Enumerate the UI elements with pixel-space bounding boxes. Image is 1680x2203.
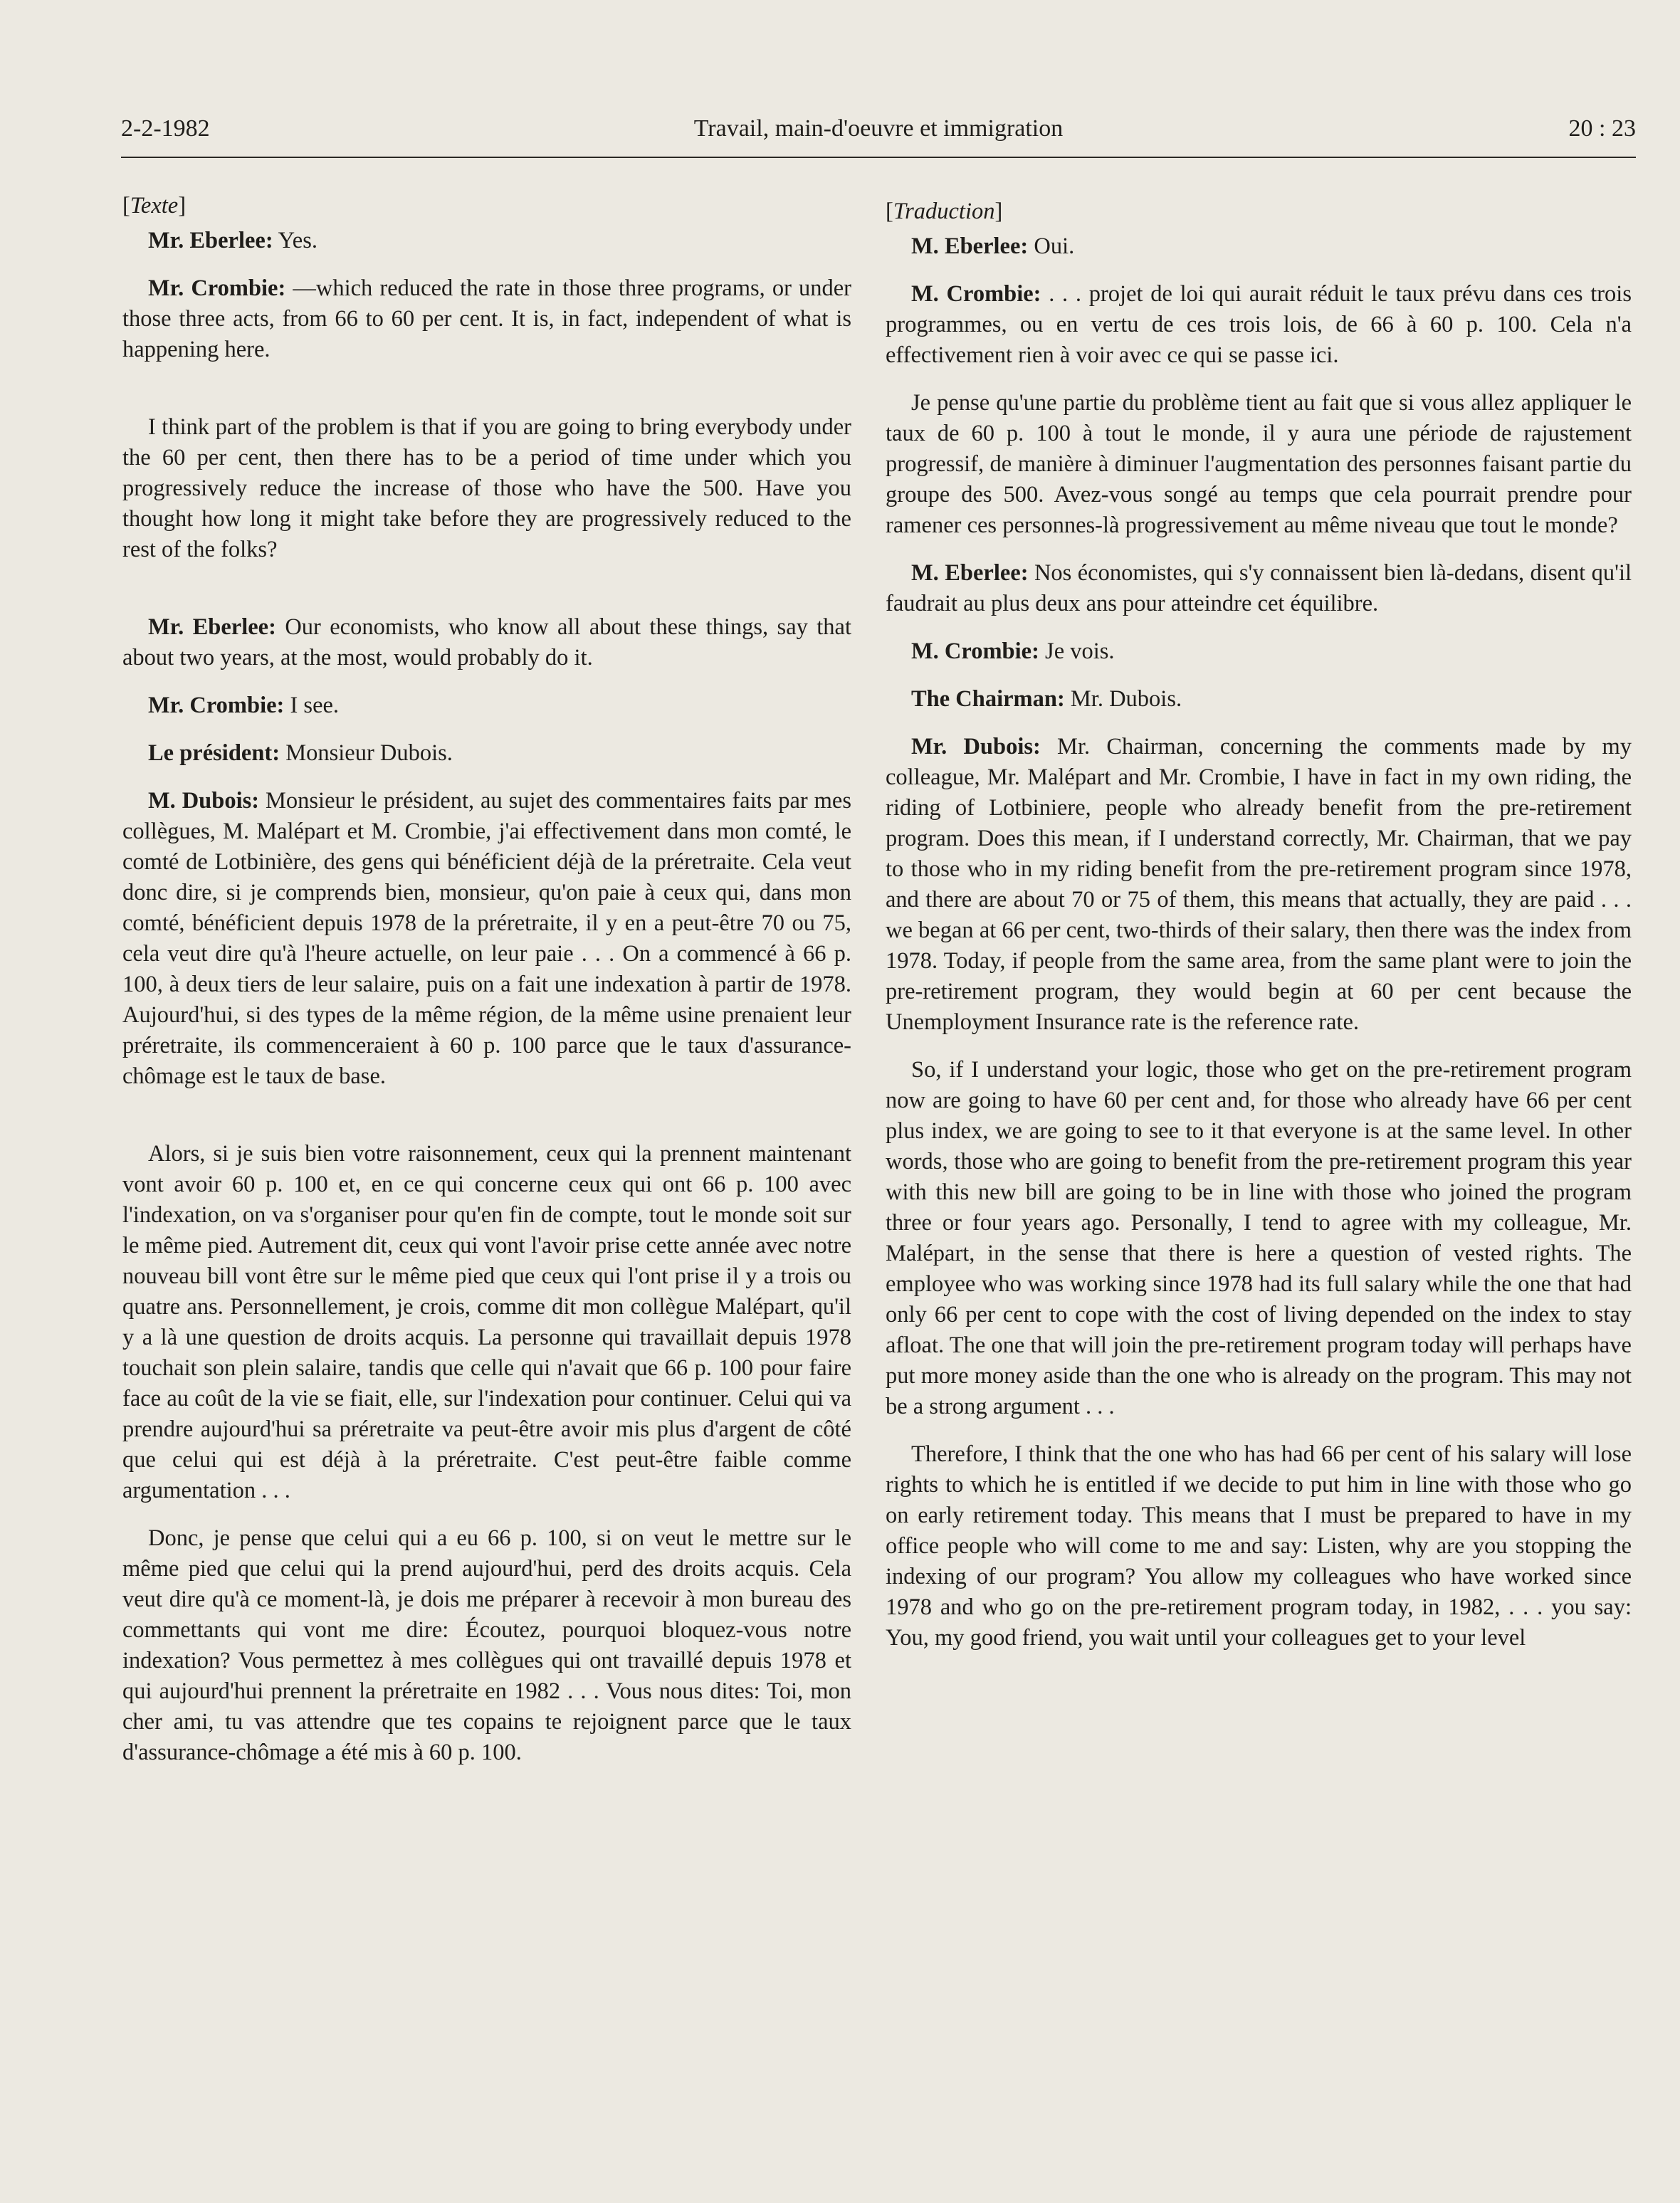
speaker-name: M. Eberlee: [911,233,1029,259]
paragraph-text: Donc, je pense que celui qui a eu 66 p. 100, si on veut le mettre sur le même pied que celui qui la prend aujourd'hui, perd des droits acquis. Cela veut dire qu'à ce moment-là, je dois me préparer à recevoir à mon bureau des commettants qui vont me dire: Écoutez, pourquoi bloquez-vous notre indexation? Vous permettez à mes collègues qui ont travaillé depuis 1978 et qui aujourd'hui prennent la préretraite en 1982 . . . Vous nous dites: Toi, mon cher ami, tu vas attendre que tes copains te rejoignent parce que le taux d'assurance-chômage a été mis à 60 p. 100. [122,1525,851,1765]
speaker-name: M. Crombie: [911,638,1039,664]
paragraph-text: Je pense qu'une partie du problème tient au fait que si vous allez appliquer le taux de 60 p. 100 à tout le monde, il y aura une période de rajustement progressif, de manière à diminuer l'augmentation des personnes faisant partie du groupe des 500. Avez-vous songé au temps que cela pourrait prendre pour ramener ces personnes-là progressivement au même niveau que tout le monde? [886,390,1632,538]
paragraph-text: Mr. Chairman, concerning the comments made by my colleague, Mr. Malépart and Mr. Crombie, I have in fact in my own riding, the riding of Lotbiniere, people who already benefit from the pre-retirement program. Does this mean, if I understand correctly, Mr. Chairman, that we pay to those who in my riding benefit from the pre-retirement program since 1978, and there are about 70 or 75 of them, this means that actually, they are paid . . . we began at 66 per cent, two-thirds of their salary, then there was the index from 1978. Today, if people from the same area, from the same plant were to join the pre-retirement program, they would begin at 60 per cent because the Unemployment Insurance rate is the reference rate. [886,734,1632,1035]
paragraph-text: Therefore, I think that the one who has had 66 per cent of his salary will lose rights to which he is entitled if we decide to put him in line with those who go on early retirement today. This means that I must be prepared to have in my office people who will come to me and say: Listen, why are you stopping the indexing of our program? You allow my colleagues who have worked since 1978 and who go on the pre-retirement program today, in 1982, . . . you say: You, my good friend, you wait until your colleagues get to your level [886,1441,1632,1651]
section-label: [Texte] [122,193,187,219]
paragraph [122,273,851,365]
speaker-name: Mr. Crombie: [148,275,286,301]
header-date: 2-2-1982 [121,115,210,142]
paragraph [122,738,851,769]
paragraph [122,1523,851,1768]
paragraph-text: So, if I understand your logic, those who get on the pre-retirement program now are going to have 60 per cent and, for those who already have 66 per cent plus index, we are going to see to it that everyone is at the same level. In other words, those who are going to benefit from the pre-retirement program this year with this new bill are going to be in line with those who joined the program three or four years ago. Personally, I tend to agree with my colleague, Mr. Malépart, in the sense that there is here a question of vested rights. The employee who was working since 1978 had its full salary while the one that had only 66 per cent to cope with the cost of living depended on the index to stay afloat. The one that will join the pre-retirement program today will perhaps have put more money aside than the one who is already on the program. This may not be a strong argument . . . [886,1057,1632,1419]
paragraph-text: Our economists, who know all about these things, say that about two years, at the most, would probably do it. [122,614,851,671]
paragraph-text: Monsieur Dubois. [280,740,453,766]
page-number: 20 : 23 [1568,115,1636,142]
paragraph-text: Je vois. [1039,638,1115,664]
speaker-name: Mr. Dubois: [911,734,1041,759]
paragraph-text: . . . projet de loi qui aurait réduit le taux prévu dans ces trois programmes, ou en vertu de ces trois lois, de 66 à 60 p. 100. Cela n'a effectivement rien à voir avec ce qui se passe ici. [886,281,1632,368]
section-label-text: Traduction [893,199,995,224]
speaker-name: Le président: [148,740,280,766]
paragraph [122,412,851,565]
paragraph [886,231,1632,262]
paragraph [886,1439,1632,1653]
speaker-name: M. Eberlee: [911,560,1029,586]
speaker-name: The Chairman: [911,686,1065,712]
paragraph [122,612,851,673]
section-label: [Traduction] [886,199,1003,224]
paragraph [886,558,1632,619]
paragraph [886,684,1632,715]
paragraph [122,690,851,721]
paragraph-text: Alors, si je suis bien votre raisonnement, ceux qui la prennent maintenant vont avoir 60 p. 100 et, en ce qui concerne ceux qui ont 66 p. 100 avec l'indexation, on va s'organiser pour qu'en fin de compte, tout le monde soit sur le même pied. Autrement dit, ceux qui vont l'avoir prise cette année avec notre nouveau bill vont être sur le même pied que ceux qui l'ont prise il y a trois ou quatre ans. Personnellement, je crois, comme dit mon collègue Malépart, qu'il y a là une question de droits acquis. La personne qui travaillait depuis 1978 touchait son plein salaire, tandis que celle qui n'avait que 66 p. 100 pour faire face au coût de la vie se fiait, elle, sur l'indexation pour continuer. Celui qui va prendre aujourd'hui sa préretraite va peut-être avoir mis plus d'argent de côté que celui qui est déjà à la préretraite. C'est peut-être faible comme argumentation . . . [122,1141,851,1503]
paragraph-text: Nos économistes, qui s'y connaissent bien là-dedans, disent qu'il faudrait au plus deux ans pour atteindre cet équilibre. [886,560,1632,616]
speaker-name: M. Dubois: [148,788,260,814]
paragraph [886,1055,1632,1422]
paragraph [886,388,1632,541]
paragraph-text: I think part of the problem is that if you are going to bring everybody under the 60 per cent, then there has to be a period of time under which you progressively reduce the increase of those who have the 500. Have you thought how long it might take before they are progressively reduced to the rest of the folks? [122,414,851,562]
paragraph-text: Mr. Dubois. [1064,686,1182,712]
speaker-name: Mr. Eberlee: [148,228,273,253]
paragraph-text: —which reduced the rate in those three programs, or under those three acts, from 66 to 60 per cent. It is, in fact, independent of what is happening here. [122,275,851,362]
paragraph [122,786,851,1092]
paragraph [886,279,1632,371]
speaker-name: Mr. Eberlee: [148,614,276,640]
paragraph [122,1139,851,1506]
speaker-name: M. Crombie: [911,281,1041,307]
paragraph-text: Oui. [1028,233,1075,259]
left-column [122,191,851,1785]
paragraph-text: I see. [284,693,340,718]
running-header [121,115,1636,158]
paragraph-text: Yes. [273,228,318,253]
section-label-text: Texte [130,193,179,219]
paragraph [122,226,851,256]
paragraph-text: Monsieur le président, au sujet des commentaires faits par mes collègues, M. Malépart et M. Crombie, j'ai effectivement dans mon comté, le comté de Lotbinière, des gens qui bénéficient déjà de la préretraite. Cela veut donc dire, si je comprends bien, monsieur, qu'on paie à ceux qui, dans mon comté, bénéficient depuis 1978 de la préretraite, il y en a peut-être 70 ou 75, cela veut dire qu'à l'heure actuelle, on leur paie . . . On a commencé à 66 p. 100, à deux tiers de leur salaire, puis on a fait une indexation à partir de 1978. Aujourd'hui, si des types de la même région, de la même usine prenaient leur préretraite, ils commenceraient à 60 p. 100 parce que le taux d'assurance-chômage est le taux de base. [122,788,851,1089]
header-title: Travail, main-d'oeuvre et immigration [693,115,1064,142]
paragraph [886,732,1632,1038]
right-column [886,196,1632,1671]
speaker-name: Mr. Crombie: [148,693,285,718]
paragraph [886,636,1632,667]
